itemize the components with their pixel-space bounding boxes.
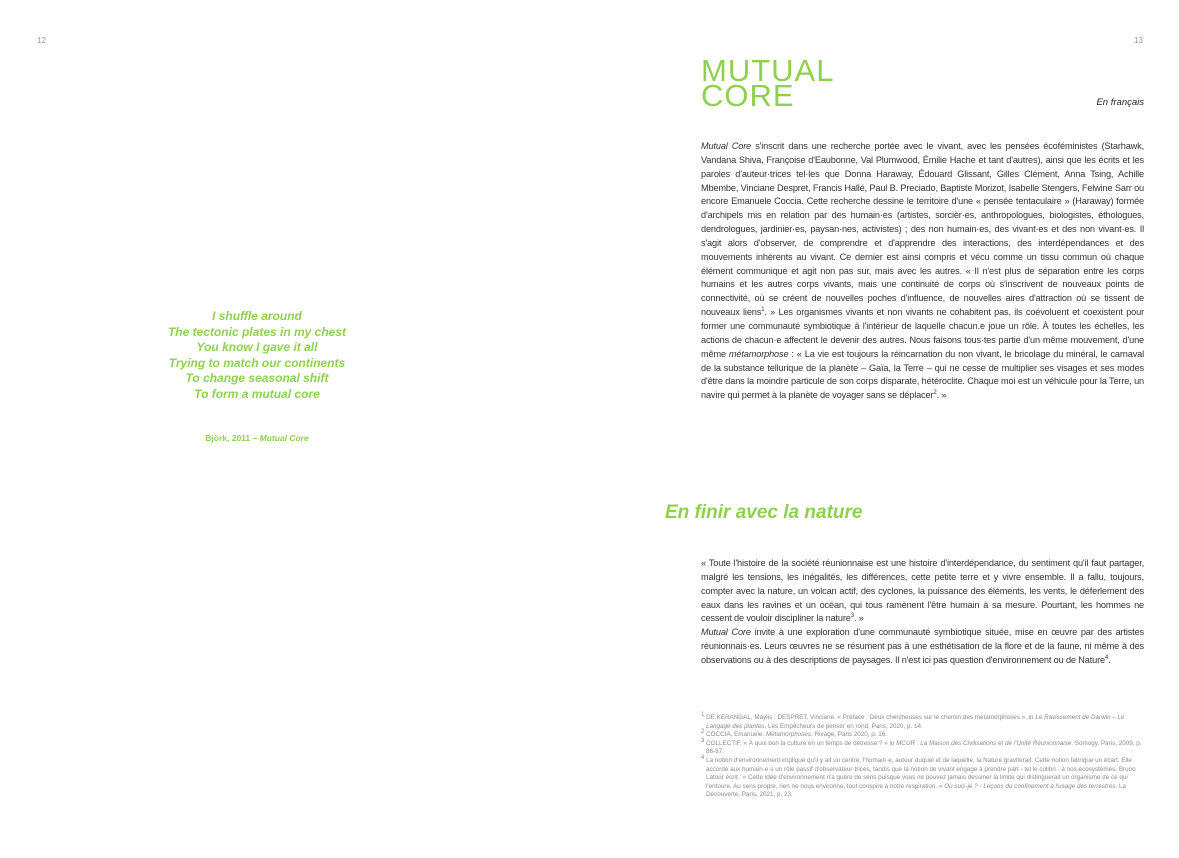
language-label: En français bbox=[1096, 97, 1144, 108]
footnote-number: 4 bbox=[701, 754, 705, 761]
poem-line: The tectonic plates in my chest bbox=[167, 324, 347, 339]
page-number-right: 13 bbox=[1134, 36, 1143, 45]
footnote-number: 2 bbox=[701, 729, 705, 736]
section-text: . » bbox=[853, 613, 864, 624]
page-title bbox=[701, 53, 835, 113]
section-heading: En finir avec la nature bbox=[665, 502, 863, 523]
section-italic-title: Mutual Core bbox=[701, 627, 751, 638]
footnote-3 bbox=[701, 737, 1144, 757]
footnote-ref-2: 2 bbox=[933, 390, 937, 397]
footnote-text: La notion d'environnement implique qu'il y ait un centre, l'humain·e, autour duquel et de laquelle, la Nature graviterait. Cette notion fabrique un écart. Elle accorde aux humain·e·s un rôle passif d'observateur·trices, tandis que la notion de vivant engage à prendre part - tel le colibri - à nos écosystèmes. Bruno Latour écrit : « Cette idée d'environnement n'a guère de sens puisque vous ne pouvez jamais dessiner la limite qui distinguerait un organisme de ce qui l'entoure. Au sens propre, rien ne nous environne, tout conspire à notre respiration. » bbox=[704, 756, 1136, 790]
poem-credit bbox=[140, 433, 374, 443]
footnote-ref-4: 4 bbox=[1104, 654, 1109, 661]
poem-line: Trying to match our continents bbox=[168, 355, 346, 370]
footnotes bbox=[701, 711, 1144, 800]
intro-text: : « La vie est toujours la réincarnation du non vivant, le bricolage du minéral, le carnaval de la substance tellurique de la planète – Gaïa, la Terre – qui ne cesse de multiplier ses visages et ses modes d'être dans la moindre particule de son corps disparate, hétéroclite. Chaque moi est un véhicule pour la Terre, un navire qui permet à la planète de voyager sans se déplacer bbox=[701, 348, 1144, 401]
intro-paragraph bbox=[701, 140, 1144, 403]
intro-text: . » bbox=[936, 390, 947, 401]
intro-text: . » Les organismes vivants et non vivants ne cohabitent pas, ils coévoluent et coexistent pour former une communauté symbiotique à l'intérieur de laquelle chacun.e joue un rôle. À toutes les échelles, les actions de chacun·e affectent le devenir des autres. Nous faisons tous·tes partie d'un même mouvement, d'une même bbox=[701, 307, 1144, 359]
footnote-ref-3: 3 bbox=[850, 613, 854, 620]
title-line-2: CORE bbox=[701, 78, 795, 113]
section-text: . bbox=[1108, 654, 1111, 665]
poem-line: To form a mutual core bbox=[194, 386, 320, 401]
section-text: « Toute l'histoire de la société réunionnaise est une histoire d'interdépendance, du sentiment qu'il faut partager, malgré les tensions, les inégalités, les différences, cette petite terre et y vivre ensemble. Il a fallu, toujours, compter avec la nature, un volcan actif, des cyclones, la puissance des éléments, les vents, le déferlement des eaux dans les ravines et un océan, qui tous ramènent l'être humain à sa mesure. Pourtant, les hommes ne cessent de vouloir discipliner la nature bbox=[701, 558, 1144, 624]
intro-italic-word: métamorphose bbox=[728, 348, 789, 359]
footnote-italic: Le Ravissement de Darwin – Le Langage des plantes bbox=[706, 714, 1125, 730]
footnote-italic: Où suis-je ? - Leçons du confinement à l'usage des terrestres bbox=[944, 782, 1116, 790]
title-line-1: MUTUAL bbox=[701, 53, 835, 88]
poem-line: To change seasonal shift bbox=[185, 371, 329, 385]
poem-epigraph bbox=[140, 309, 374, 402]
poem-credit-author: Björk, 2011 – bbox=[205, 433, 260, 443]
poem-credit-work: Mutual Core bbox=[259, 433, 309, 443]
section-paragraph bbox=[701, 557, 1144, 668]
footnote-number: 1 bbox=[701, 711, 705, 718]
footnote-2 bbox=[701, 731, 1144, 740]
footnote-text: . Les Empêcheurs de penser en rond, Paris, 2020, p. 14. bbox=[764, 722, 923, 730]
footnote-number: 3 bbox=[701, 737, 705, 744]
footnote-text: . La Découverte, Paris, 2021, p. 23. bbox=[706, 782, 1127, 799]
page-number-left: 12 bbox=[37, 36, 46, 45]
footnote-text: DE KERANGAL, Maylis ; DESPRET, Vinciane. « Préface : Deux chercheuses sur le chemin des métamorphoses », in bbox=[704, 714, 1036, 721]
intro-italic-title: Mutual Core bbox=[701, 141, 752, 151]
poem-line: I shuffle around bbox=[212, 309, 302, 323]
footnote-1 bbox=[701, 711, 1144, 731]
footnote-4 bbox=[701, 754, 1144, 800]
footnote-italic: Métamorphoses bbox=[765, 731, 812, 739]
section-text: invite à une exploration d'une communauté symbiotique située, mise en œuvre par des artistes réunionnais·es. Leurs œuvres ne se résument pas à une esthétisation de la flore et de la faune, ni même à des observations ou à des descriptions de paysages. Il n'est ici pas question d'environnement ou de Nature bbox=[701, 627, 1144, 665]
poem-line: You know I gave it all bbox=[196, 340, 318, 354]
intro-text: s'inscrit dans une recherche portée avec le vivant, avec les pensées écoféministes (Starhawk, Vandana Shiva, Françoise d'Eaubonne, Val Plumwood, Émilie Hache et tant d'autres), ainsi que les écrits et les paroles d'auteur·trices tel·les que Donna Haraway, Édouard Glissant, Gilles Clément, Anna Tsing, Achille Mbembe, Vinciane Despret, Francis Hallé, Paul B. Preciado, Baptiste Morizot, Isabelle Stengers, Felwine Sarr ou encore Emanuele Coccia. Cette recherche dessine le territoire d'une « pensée tentaculaire » (Haraway) formée d'archipels mis en relation par des humain·es (artistes, sorcièr·es, anthropologues, biologistes, éthologues, dendrologues, jardinier·es, paysan·nes, activistes) ; des non humain·es, des vivant·es et des non vivant·es. Il s'agit alors d'observer, de comprendre et d'apprendre des interactions, des interdépendances et des mouvements inhérents au vivant. Ce dernier est ainsi compris et vécu comme un tissu commun où chaque élément communique et agit non pas sur, mais avec les autres. « Il n'est plus de séparation entre les corps humains et les autres corps vivants, mais une continuité de corps où s'inscrivent de nouveaux points de connectivité, où se créent de nouvelles poches d'influence, de nouvelles aires d'attraction où se tissent de nouveaux liens bbox=[701, 141, 1144, 318]
footnote-text: . Somogy, Paris, 2009, p. 86-87. bbox=[706, 739, 1142, 756]
footnote-text: COCCIA, Emanuele. bbox=[704, 731, 766, 739]
footnote-text: COLLECTIF. « À quoi bon la culture en un temps de détresse ? » in bbox=[704, 739, 897, 747]
footnote-italic: MCUR : La Maison des Civilisations et de l'Unité Réunionnaise bbox=[896, 739, 1072, 747]
footnote-ref-1: 1 bbox=[761, 307, 765, 314]
footnote-text: . Rivage, Paris 2020, p. 16. bbox=[811, 731, 888, 739]
